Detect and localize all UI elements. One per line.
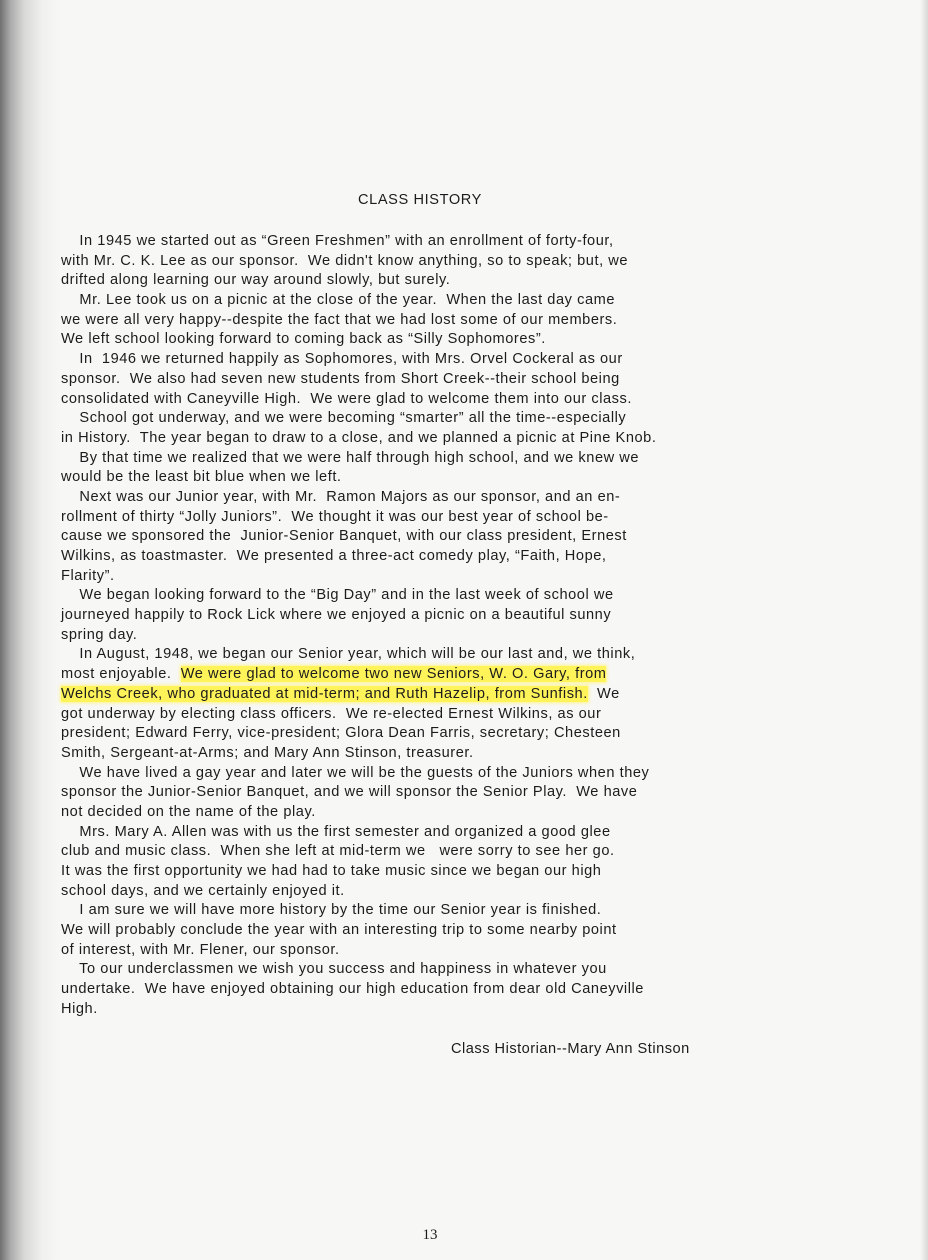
text-line xyxy=(61,783,821,803)
text-line xyxy=(61,901,821,921)
highlighted-text: We were glad to welcome two new Seniors, W. O. Gary, from xyxy=(180,666,607,683)
text-segment: I am sure we will have more history by the time our Senior year is finished. xyxy=(61,902,602,919)
text-line xyxy=(61,645,821,665)
text-segment: drifted along learning our way around slowly, but surely. xyxy=(61,272,451,289)
text-line xyxy=(61,764,821,784)
text-line xyxy=(61,724,821,744)
text-line xyxy=(61,567,821,587)
text-line xyxy=(61,665,821,685)
text-line xyxy=(61,685,821,705)
text-segment: Wilkins, as toastmaster. We presented a three-act comedy play, “Faith, Hope, xyxy=(61,548,607,564)
text-line xyxy=(61,252,821,272)
text-segment: got underway by electing class officers. We re-elected Ernest Wilkins, as our xyxy=(61,705,602,722)
text-segment: we were all very happy--despite the fact that we had lost some of our members. xyxy=(61,311,618,328)
text-segment: undertake. We have enjoyed obtaining our high education from dear old Caneyville xyxy=(61,981,644,998)
text-segment: We will probably conclude the year with an interesting trip to some nearby point xyxy=(61,922,617,939)
text-line xyxy=(61,882,821,902)
text-line xyxy=(61,803,821,823)
text-line xyxy=(61,705,821,725)
text-segment: We xyxy=(587,685,620,702)
text-line xyxy=(61,842,821,862)
text-segment: spring day. xyxy=(61,626,138,643)
text-segment: school days, and we certainly enjoyed it. xyxy=(61,882,345,899)
text-line xyxy=(61,960,821,980)
page-number: 13 xyxy=(422,1227,438,1243)
text-line xyxy=(61,311,821,331)
text-segment: In August, 1948, we began our Senior year, which will be our last and, we think, xyxy=(61,646,636,663)
text-segment: In 1946 we returned happily as Sophomores, with Mrs. Orvel Cockeral as our xyxy=(61,351,623,368)
text-segment: of interest, with Mr. Flener, our sponsor. xyxy=(61,941,340,958)
text-segment: rollment of thirty “Jolly Juniors”. We thought it was our best year of school be- xyxy=(61,508,609,525)
text-segment: president; Edward Ferry, vice-president; Glora Dean Farris, secretary; Chesteen xyxy=(61,725,621,742)
text-segment: It was the first opportunity we had had to take music since we began our high xyxy=(61,863,602,879)
text-segment: Mrs. Mary A. Allen was with us the first semester and organized a good glee xyxy=(61,823,611,840)
text-segment: High. xyxy=(61,1000,98,1017)
text-segment: not decided on the name of the play. xyxy=(61,803,316,820)
highlighted-text: Welchs Creek, who graduated at mid-term; and Ruth Hazelip, from Sunfish. xyxy=(61,685,588,702)
text-line xyxy=(61,626,821,646)
text-line xyxy=(61,449,821,469)
text-segment: Mr. Lee took us on a picnic at the close of the year. When the last day came xyxy=(61,292,615,309)
text-segment: most enjoyable. xyxy=(61,666,181,683)
text-segment: Next was our Junior year, with Mr. Ramon Majors as our sponsor, and an en- xyxy=(61,488,621,505)
signature-line: Class Historian--Mary Ann Stinson xyxy=(451,1041,690,1057)
text-line xyxy=(61,980,821,1000)
scan-right-edge xyxy=(920,0,928,1260)
text-segment: We began looking forward to the “Big Day” and in the last week of school we xyxy=(61,587,614,604)
text-line xyxy=(61,586,821,606)
text-line xyxy=(61,547,821,567)
text-line xyxy=(61,390,821,410)
text-line xyxy=(61,606,821,626)
text-line xyxy=(61,271,821,291)
text-segment: sponsor. We also had seven new students from Short Creek--their school being xyxy=(61,370,620,387)
text-segment: with Mr. C. K. Lee as our sponsor. We didn't know anything, so to speak; but, we xyxy=(61,252,629,269)
text-line xyxy=(61,429,821,449)
text-line xyxy=(61,921,821,941)
text-segment: To our underclassmen we wish you success and happiness in whatever you xyxy=(61,961,607,978)
text-line xyxy=(61,291,821,311)
text-line xyxy=(61,823,821,843)
text-line xyxy=(61,744,821,764)
text-line xyxy=(61,488,821,508)
text-segment: cause we sponsored the Junior-Senior Banquet, with our class president, Ernest xyxy=(61,528,627,545)
text-line xyxy=(61,468,821,488)
text-line xyxy=(61,862,821,882)
text-segment: would be the least bit blue when we left. xyxy=(61,469,342,486)
text-line xyxy=(61,409,821,429)
text-line xyxy=(61,941,821,961)
text-segment: School got underway, and we were becoming “smarter” all the time--especially xyxy=(61,410,627,427)
text-segment: Flarity”. xyxy=(61,567,115,584)
text-line xyxy=(61,1000,821,1020)
text-segment: By that time we realized that we were half through high school, and we knew we xyxy=(61,449,640,466)
text-line xyxy=(61,527,821,547)
page-title: CLASS HISTORY xyxy=(357,192,483,208)
text-line xyxy=(61,350,821,370)
text-segment: Smith, Sergeant-at-Arms; and Mary Ann Stinson, treasurer. xyxy=(61,744,474,761)
text-segment: We have lived a gay year and later we will be the guests of the Juniors when they xyxy=(61,764,650,781)
text-line xyxy=(61,330,821,350)
text-line xyxy=(61,232,821,252)
text-segment: sponsor the Junior-Senior Banquet, and we will sponsor the Senior Play. We have xyxy=(61,784,638,801)
scan-edge-shadow xyxy=(0,0,60,1260)
class-history-body xyxy=(61,232,821,1020)
text-line xyxy=(61,370,821,390)
text-segment: consolidated with Caneyville High. We were glad to welcome them into our class. xyxy=(61,390,632,407)
text-line xyxy=(61,508,821,528)
text-segment: journeyed happily to Rock Lick where we enjoyed a picnic on a beautiful sunny xyxy=(61,607,612,624)
text-segment: We left school looking forward to coming back as “Silly Sophomores”. xyxy=(61,331,546,348)
text-segment: In 1945 we started out as “Green Freshmen” with an enrollment of forty-four, xyxy=(61,233,614,249)
text-segment: in History. The year began to draw to a close, and we planned a picnic at Pine Knob. xyxy=(61,429,657,446)
text-segment: club and music class. When she left at mid-term we were sorry to see her go. xyxy=(61,843,615,860)
